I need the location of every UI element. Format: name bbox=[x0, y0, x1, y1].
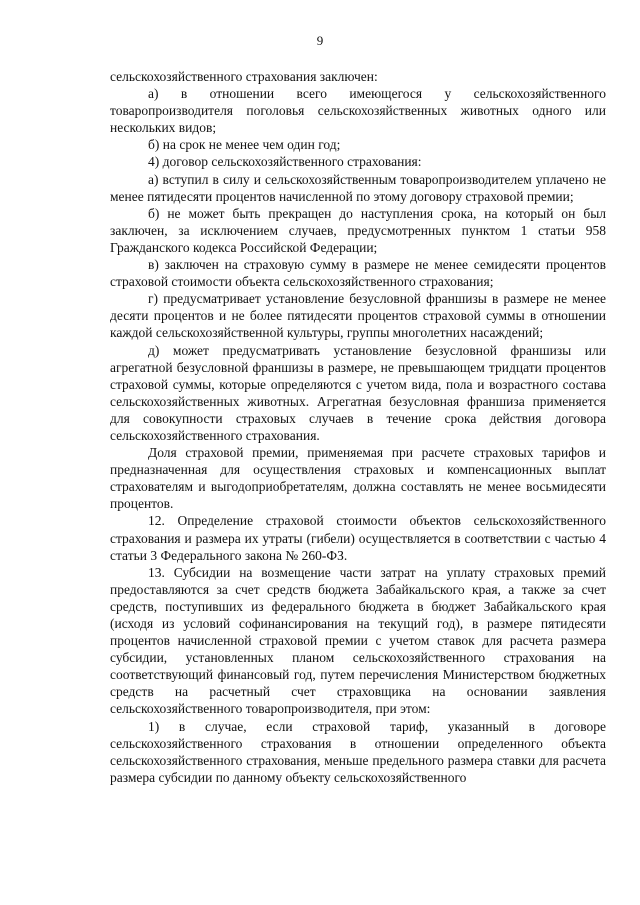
paragraph-section-13: 13. Субсидии на возмещение части затрат на уплату страховых премий предоставляются за счет средств бюджета Забайкальского края, а также за счет средств, поступивших из федерального бюджета в бюджет Забайкальского края (исходя из условий софинансирования на текущий год), в размере пятидесяти процентов начисленной страховой премии с учетом ставок для расчета размера субсидии, установленных планом сельскохозяйственного страхования на соответствующий финансовый год, путем перечисления Министерством бюджетных средств на расчетный счет страховщика на основании заявления сельскохозяйственного товаропроизводителя, при этом: bbox=[110, 564, 606, 717]
paragraph-item-a: а) в отношении всего имеющегося у сельскохозяйственного товаропроизводителя поголовья сельскохозяйственных животных одного или нескольких видов; bbox=[110, 86, 606, 136]
document-text bbox=[110, 68, 606, 786]
paragraph-point-4: 4) договор сельскохозяйственного страхования: bbox=[148, 154, 422, 170]
page-number: 9 bbox=[316, 33, 324, 48]
paragraph-premium-share: Доля страховой премии, применяемая при расчете страховых тарифов и предназначенная для осуществления страховых и компенсационных выплат страхователям и выгодоприобретателям, должна составлять не менее восьмидесяти процентов. bbox=[110, 445, 606, 512]
paragraph-continuation: сельскохозяйственного страхования заключен: bbox=[110, 69, 378, 84]
paragraph-item-a: а) вступил в силу и сельскохозяйственным товаропроизводителем уплачено не менее пятидесяти процентов начисленной по этому договору страховой премии; bbox=[110, 171, 606, 204]
paragraph-subitem-1: 1) в случае, если страховой тариф, указанный в договоре сельскохозяйственного страхования в отношении определенного объекта сельскохозяйственного страхования, меньше предельного размера ставки для расчета размера субсидии по данному объекту сельскохозяйственного bbox=[110, 718, 606, 785]
paragraph-item-v: в) заключен на страховую сумму в размере не менее семидесяти процентов страховой стоимости объекта сельскохозяйственного страхования; bbox=[110, 257, 606, 290]
paragraph-item-b: б) не может быть прекращен до наступления срока, на который он был заключен, за исключением случаев, предусмотренных пунктом 1 статьи 958 Гражданского кодекса Российской Федерации; bbox=[110, 205, 606, 255]
paragraph-item-d: д) может предусматривать установление безусловной франшизы или агрегатной безусловной франшизы в размере, не превышающем тридцати процентов страховой суммы, которые определяются с учетом вида, пола и возрастного состава сельскохозяйственных животных. Агрегатная безусловная франшиза применяется для совокупности страховых случаев в течение срока действия договора сельскохозяйственного страхования. bbox=[110, 342, 606, 443]
paragraph-item-b: б) на срок не менее чем один год; bbox=[148, 137, 341, 153]
paragraph-section-12: 12. Определение страховой стоимости объектов сельскохозяйственного страхования и размера их утраты (гибели) осуществляется в соответствии с частью 4 статьи 3 Федерального закона № 260-ФЗ. bbox=[110, 513, 606, 563]
paragraph-item-g: г) предусматривает установление безусловной франшизы в размере не менее десяти процентов и не более пятидесяти процентов страховой суммы в отношении каждой сельскохозяйственной культуры, группы многолетних насаждений; bbox=[110, 291, 606, 341]
